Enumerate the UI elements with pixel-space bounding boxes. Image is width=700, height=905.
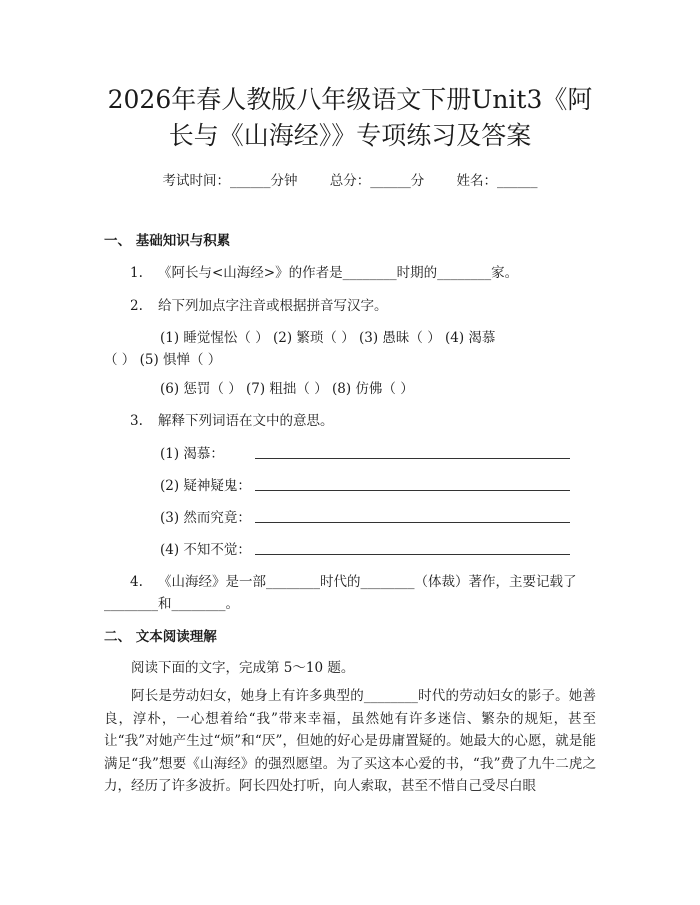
exam-time: 考试时间：______分钟 [162,173,298,189]
question-2-text: 给下列加点字注音或根据拼音写汉字。 [158,298,388,314]
question-2-line-1: (1) 睡觉惺忪（ ） (2) 繁琐（ ） (3) 愚昧（ ） (4) 渴慕 [160,330,496,346]
question-4 [130,570,577,590]
question-3-number: 3. [130,413,143,429]
reading-passage: 阿长是劳动妇女，她身上有许多典型的________时代的劳动妇女的影子。她善良，淳朴，一心想着给“我”带来幸福，虽然她有许多迷信、繁杂的规矩，甚至让“我”对她产生过“烦”和“厌”，但她的好心是毋庸置疑的。她最大的心愿，就是能满足“我”想要《山海经》的强烈愿望。为了买这本心爱的书，“我”费了九牛二虎之力，经历了许多波折。阿长四处打听，向人索取，甚至不惜自己受尽白眼 [104,688,596,794]
question-1-text: 《阿长与<山海经>》的作者是________时期的________家。 [158,265,519,281]
question-3 [130,409,334,429]
question-2 [130,294,388,314]
exam-info [0,169,700,189]
document-title [60,82,640,154]
question-4-number: 4. [130,574,143,590]
exam-score: 总分：______分 [329,173,425,189]
question-2-line-2: （ ） (5) 惧惮（ ） [104,352,222,368]
reading-intro: 阅读下面的文字，完成第 5～10 题。 [131,660,355,676]
title-line-1: 2026年春人教版八年级语文下册Unit3《阿 [107,85,593,114]
question-4-line-2: ________和________。 [104,596,239,612]
section-1-heading: 一、 基础知识与积累 [104,233,231,249]
question-3-item: (4) 不知不觉： [160,542,251,558]
question-4-text: 《山海经》是一部________时代的________（体裁）著作，主要记载了 [158,574,577,590]
question-1 [130,261,518,281]
answer-line [255,490,570,491]
title-line-2: 长与《山海经》》专项练习及答案 [168,121,532,150]
question-3-item: (1) 渴慕： [160,446,224,462]
answer-line [255,522,570,523]
section-2-heading: 二、 文本阅读理解 [104,629,217,645]
question-1-number: 1. [130,265,143,281]
question-3-item: (2) 疑神疑鬼： [160,478,251,494]
question-2-line-3: (6) 惩罚（ ） (7) 粗拙（ ） (8) 仿佛（ ） [160,381,414,397]
answer-line [255,458,570,459]
exam-name: 姓名：______ [456,173,538,189]
question-3-text: 解释下列词语在文中的意思。 [158,413,334,429]
answer-line [255,554,570,555]
question-2-number: 2. [130,298,143,314]
question-3-item: (3) 然而究竟： [160,510,251,526]
